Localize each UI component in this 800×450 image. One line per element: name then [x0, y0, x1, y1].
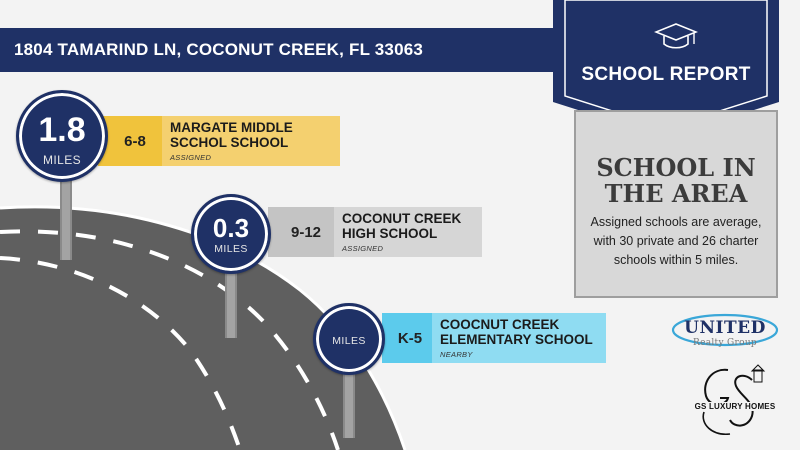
school-name-line2: SCCHOL SCHOOL [170, 135, 289, 150]
school-status: ASSIGNED [170, 153, 212, 162]
distance-badge [16, 90, 108, 182]
school-name-line1: COCONUT CREEK [342, 211, 462, 226]
grade-range: K-5 [382, 313, 432, 363]
sign-post [60, 175, 72, 260]
school-banner [98, 116, 340, 166]
united-logo-name: UNITED [684, 318, 766, 338]
sign-post [343, 368, 355, 438]
school-name-line2: ELEMENTARY SCHOOL [440, 332, 593, 347]
distance-unit: MILES [214, 243, 248, 255]
graduation-cap-icon [654, 22, 698, 52]
sign-post [225, 270, 237, 338]
school-name-line1: COOCNUT CREEK [440, 317, 560, 332]
school-name [162, 116, 340, 166]
school-banner [382, 313, 606, 363]
report-title: SCHOOL REPORT [581, 64, 751, 85]
united-logo-subtitle: Realty Group [693, 338, 757, 348]
summary-description: Assigned schools are average, with 30 private and 26 charter schools within 5 miles. [590, 215, 762, 267]
school-status: NEARBY [440, 350, 473, 359]
school-name [334, 207, 482, 257]
summary-heading [574, 155, 778, 207]
school-name-line1: MARGATE MIDDLE [170, 120, 293, 135]
grade-range: 6-8 [98, 116, 162, 166]
school-name [432, 313, 606, 363]
school-banner [268, 207, 482, 257]
distance-value: 0.3 [212, 213, 250, 243]
summary-heading-line2: THE AREA [604, 179, 748, 208]
distance-unit: MILES [332, 335, 366, 347]
distance-badge [191, 194, 271, 274]
grade-range: 9-12 [268, 207, 334, 257]
address-bar [0, 28, 560, 72]
distance-badge [313, 303, 385, 375]
school-name-line2: HIGH SCHOOL [342, 226, 438, 241]
gs-logo-name: GS LUXURY HOMES [688, 402, 782, 411]
distance-unit: MILES [42, 153, 81, 167]
school-status: ASSIGNED [342, 244, 384, 253]
property-address: 1804 TAMARIND LN, COCONUT CREEK, FL 33063 [14, 40, 424, 59]
summary-heading-line1: SCHOOL IN [596, 153, 756, 182]
distance-value: 1.8 [38, 111, 86, 149]
